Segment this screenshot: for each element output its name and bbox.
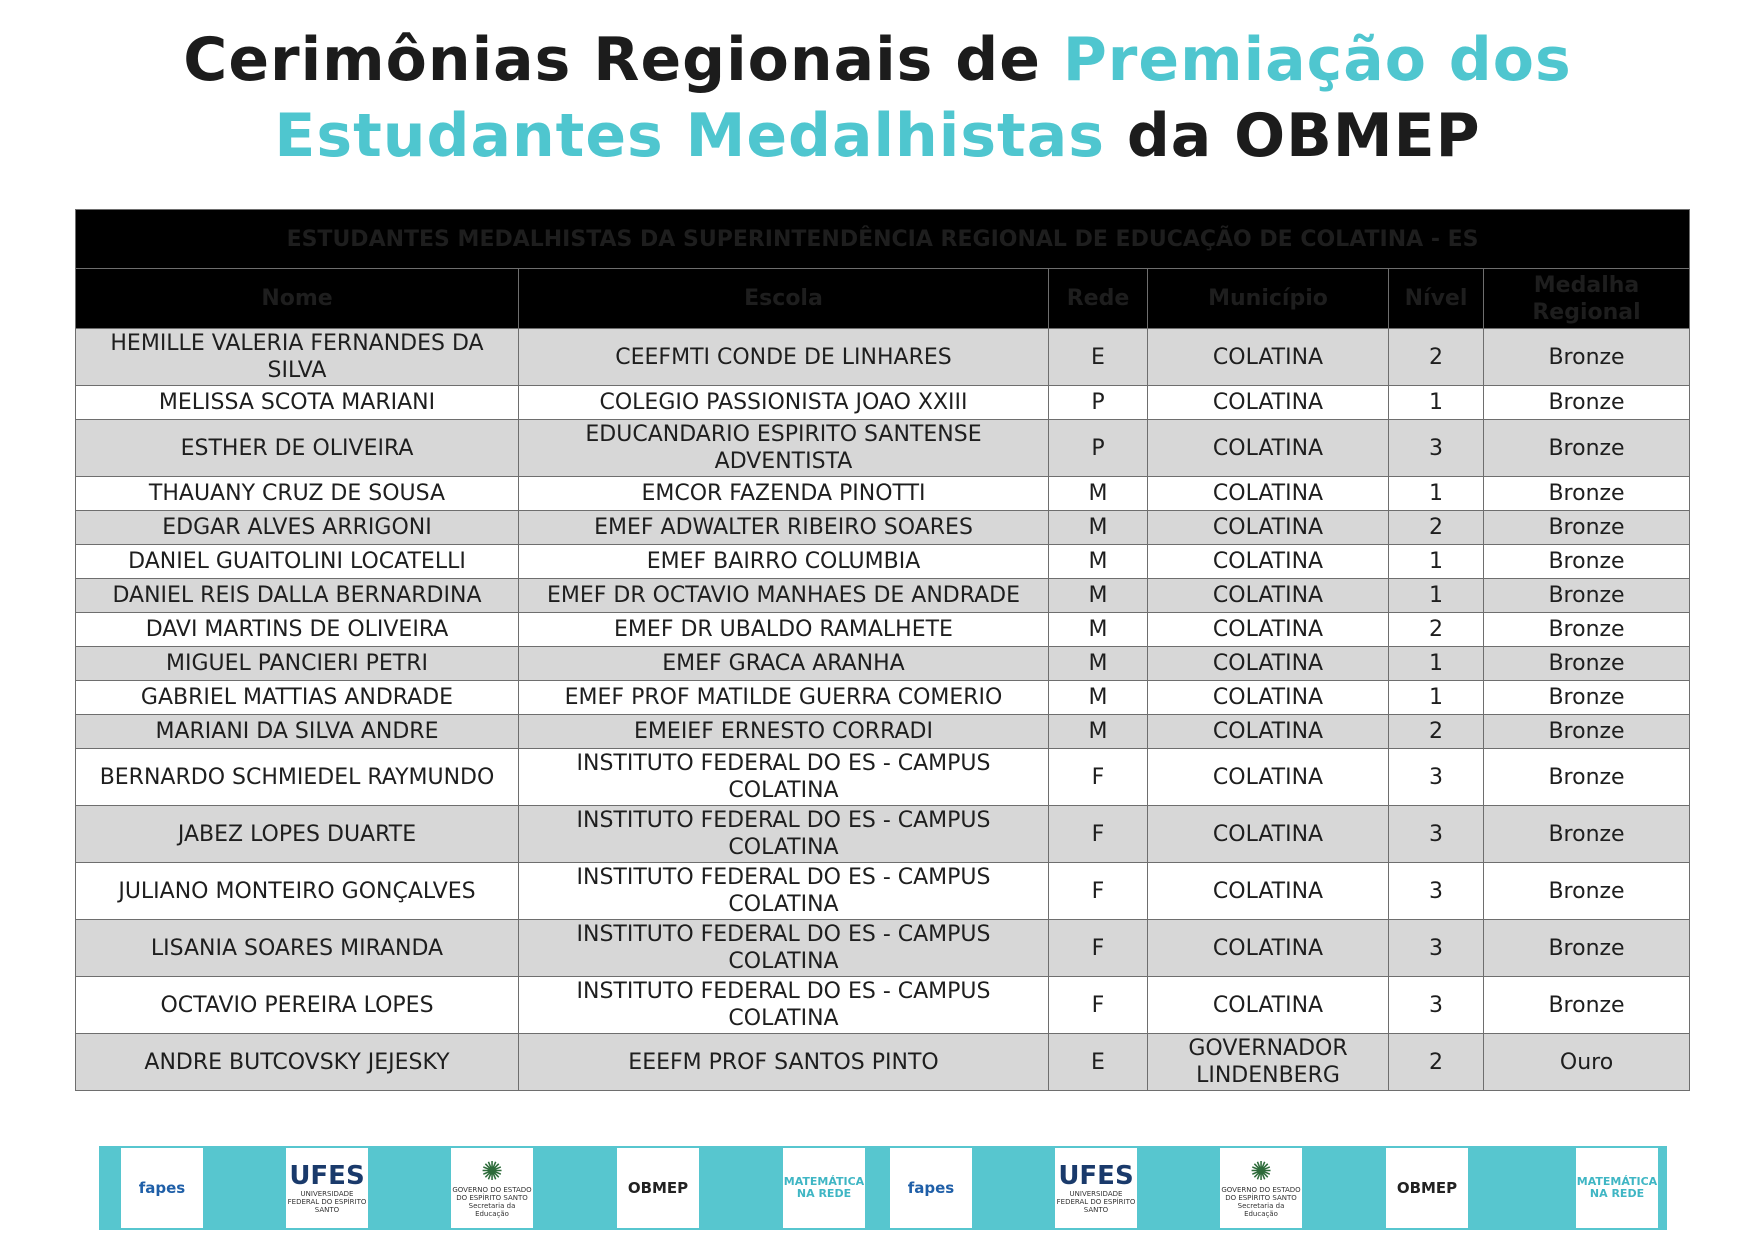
cell-rede: M	[1049, 579, 1148, 613]
cell-escola: EEEFM PROF SANTOS PINTO	[519, 1034, 1049, 1091]
cell-nome: MARIANI DA SILVA ANDRE	[76, 715, 519, 749]
title-part-1: Cerimônias Regionais de	[183, 25, 1063, 95]
cell-medalha: Bronze	[1484, 715, 1690, 749]
sponsor-logo-strip	[99, 1146, 1667, 1230]
cell-medalha: Bronze	[1484, 920, 1690, 977]
cell-rede: M	[1049, 477, 1148, 511]
sponsor-logo	[1055, 1148, 1137, 1228]
cell-medalha: Bronze	[1484, 613, 1690, 647]
cell-rede: P	[1049, 386, 1148, 420]
cell-nome: MELISSA SCOTA MARIANI	[76, 386, 519, 420]
cell-rede: M	[1049, 613, 1148, 647]
cell-rede: F	[1049, 920, 1148, 977]
cell-municipio: COLATINA	[1148, 386, 1389, 420]
cell-nome: DANIEL REIS DALLA BERNARDINA	[76, 579, 519, 613]
page-title	[0, 22, 1755, 174]
sponsor-logo	[1220, 1148, 1302, 1228]
table-row	[76, 420, 1690, 477]
cell-medalha: Bronze	[1484, 977, 1690, 1034]
cell-nivel: 3	[1389, 420, 1484, 477]
cell-nivel: 1	[1389, 545, 1484, 579]
cell-rede: M	[1049, 511, 1148, 545]
sponsor-logo	[783, 1148, 865, 1228]
cell-medalha: Bronze	[1484, 806, 1690, 863]
cell-nome: ESTHER DE OLIVEIRA	[76, 420, 519, 477]
cell-rede: E	[1049, 1034, 1148, 1091]
title-part-2: Premiação dos	[1062, 25, 1572, 95]
cell-nivel: 2	[1389, 613, 1484, 647]
table-row	[76, 806, 1690, 863]
cell-municipio: COLATINA	[1148, 545, 1389, 579]
cell-rede: M	[1049, 647, 1148, 681]
cell-municipio: COLATINA	[1148, 579, 1389, 613]
sponsor-logo	[1386, 1148, 1468, 1228]
cell-escola: INSTITUTO FEDERAL DO ES - CAMPUS COLATINA	[519, 749, 1049, 806]
title-line-1	[0, 22, 1755, 98]
cell-nivel: 2	[1389, 1034, 1484, 1091]
sponsor-logo-caption: UNIVERSIDADE FEDERAL DO ESPÍRITO SANTO	[287, 1190, 367, 1214]
cell-nivel: 1	[1389, 386, 1484, 420]
sponsor-logo-caption: GOVERNO DO ESTADO DO ESPÍRITO SANTO Secretaria da Educação	[1221, 1186, 1301, 1218]
cell-nome: OCTAVIO PEREIRA LOPES	[76, 977, 519, 1034]
cell-medalha: Bronze	[1484, 477, 1690, 511]
header-escola: Escola	[519, 269, 1049, 329]
cell-municipio: COLATINA	[1148, 420, 1389, 477]
table-row	[76, 715, 1690, 749]
cell-escola: EMEF GRACA ARANHA	[519, 647, 1049, 681]
sponsor-logo-mark: MATEMÁTICA NA REDE	[783, 1175, 865, 1200]
cell-municipio: COLATINA	[1148, 647, 1389, 681]
cell-medalha: Bronze	[1484, 749, 1690, 806]
cell-medalha: Bronze	[1484, 420, 1690, 477]
cell-nome: JULIANO MONTEIRO GONÇALVES	[76, 863, 519, 920]
sponsor-logo-caption: GOVERNO DO ESTADO DO ESPÍRITO SANTO Secretaria da Educação	[452, 1186, 532, 1218]
cell-nivel: 1	[1389, 579, 1484, 613]
cell-escola: COLEGIO PASSIONISTA JOAO XXIII	[519, 386, 1049, 420]
cell-nivel: 3	[1389, 977, 1484, 1034]
table-banner: ESTUDANTES MEDALHISTAS DA SUPERINTENDÊNCIA REGIONAL DE EDUCAÇÃO DE COLATINA - ES	[76, 210, 1690, 269]
cell-municipio: COLATINA	[1148, 977, 1389, 1034]
cell-rede: F	[1049, 977, 1148, 1034]
sponsor-logo-caption: UNIVERSIDADE FEDERAL DO ESPÍRITO SANTO	[1056, 1190, 1136, 1214]
cell-nome: EDGAR ALVES ARRIGONI	[76, 511, 519, 545]
cell-nome: BERNARDO SCHMIEDEL RAYMUNDO	[76, 749, 519, 806]
table-row	[76, 1034, 1690, 1091]
cell-nivel: 2	[1389, 329, 1484, 386]
cell-escola: EMEF DR UBALDO RAMALHETE	[519, 613, 1049, 647]
cell-nivel: 3	[1389, 863, 1484, 920]
sponsor-logo	[890, 1148, 972, 1228]
cell-medalha: Bronze	[1484, 386, 1690, 420]
table-row	[76, 920, 1690, 977]
cell-escola: INSTITUTO FEDERAL DO ES - CAMPUS COLATINA	[519, 977, 1049, 1034]
sponsor-logo-mark: ✺	[1250, 1157, 1272, 1187]
cell-nome: DANIEL GUAITOLINI LOCATELLI	[76, 545, 519, 579]
cell-municipio: COLATINA	[1148, 715, 1389, 749]
cell-municipio: GOVERNADOR LINDENBERG	[1148, 1034, 1389, 1091]
cell-escola: EMEF BAIRRO COLUMBIA	[519, 545, 1049, 579]
cell-nome: MIGUEL PANCIERI PETRI	[76, 647, 519, 681]
cell-rede: M	[1049, 681, 1148, 715]
sponsor-logo-mark: UFES	[1058, 1161, 1134, 1191]
sponsor-logo	[617, 1148, 699, 1228]
cell-nivel: 1	[1389, 477, 1484, 511]
table-row	[76, 863, 1690, 920]
cell-municipio: COLATINA	[1148, 749, 1389, 806]
cell-rede: F	[1049, 806, 1148, 863]
cell-nivel: 2	[1389, 715, 1484, 749]
cell-medalha: Bronze	[1484, 579, 1690, 613]
table-row	[76, 329, 1690, 386]
cell-escola: INSTITUTO FEDERAL DO ES - CAMPUS COLATINA	[519, 920, 1049, 977]
cell-rede: M	[1049, 715, 1148, 749]
cell-nome: LISANIA SOARES MIRANDA	[76, 920, 519, 977]
table-row	[76, 386, 1690, 420]
cell-municipio: COLATINA	[1148, 329, 1389, 386]
cell-municipio: COLATINA	[1148, 681, 1389, 715]
header-rede: Rede	[1049, 269, 1148, 329]
cell-medalha: Bronze	[1484, 681, 1690, 715]
cell-escola: INSTITUTO FEDERAL DO ES - CAMPUS COLATINA	[519, 806, 1049, 863]
cell-municipio: COLATINA	[1148, 477, 1389, 511]
header-nome: Nome	[76, 269, 519, 329]
cell-medalha: Ouro	[1484, 1034, 1690, 1091]
cell-nivel: 1	[1389, 681, 1484, 715]
sponsor-logo-mark: fapes	[138, 1179, 186, 1197]
cell-municipio: COLATINA	[1148, 613, 1389, 647]
table-row	[76, 511, 1690, 545]
cell-escola: INSTITUTO FEDERAL DO ES - CAMPUS COLATINA	[519, 863, 1049, 920]
cell-nome: GABRIEL MATTIAS ANDRADE	[76, 681, 519, 715]
cell-nome: HEMILLE VALERIA FERNANDES DA SILVA	[76, 329, 519, 386]
cell-medalha: Bronze	[1484, 545, 1690, 579]
title-line-2	[0, 98, 1755, 174]
table-row	[76, 613, 1690, 647]
cell-municipio: COLATINA	[1148, 511, 1389, 545]
cell-nivel: 1	[1389, 647, 1484, 681]
header-medalha: Medalha Regional	[1484, 269, 1690, 329]
sponsor-logo-mark: fapes	[907, 1179, 955, 1197]
header-nivel: Nível	[1389, 269, 1484, 329]
cell-municipio: COLATINA	[1148, 863, 1389, 920]
cell-municipio: COLATINA	[1148, 920, 1389, 977]
cell-medalha: Bronze	[1484, 329, 1690, 386]
cell-nome: THAUANY CRUZ DE SOUSA	[76, 477, 519, 511]
table-row	[76, 681, 1690, 715]
cell-nome: JABEZ LOPES DUARTE	[76, 806, 519, 863]
medalists-table	[75, 209, 1690, 1091]
cell-rede: E	[1049, 329, 1148, 386]
sponsor-logo	[1576, 1148, 1658, 1228]
sponsor-logo	[286, 1148, 368, 1228]
cell-rede: P	[1049, 420, 1148, 477]
cell-escola: EDUCANDARIO ESPIRITO SANTENSE ADVENTISTA	[519, 420, 1049, 477]
table-row	[76, 477, 1690, 511]
cell-escola: EMEIEF ERNESTO CORRADI	[519, 715, 1049, 749]
table-row	[76, 579, 1690, 613]
header-municipio: Município	[1148, 269, 1389, 329]
sponsor-logo	[121, 1148, 203, 1228]
cell-nome: ANDRE BUTCOVSKY JEJESKY	[76, 1034, 519, 1091]
cell-escola: EMCOR FAZENDA PINOTTI	[519, 477, 1049, 511]
cell-medalha: Bronze	[1484, 511, 1690, 545]
cell-nivel: 2	[1389, 511, 1484, 545]
sponsor-logo-mark: ✺	[481, 1157, 503, 1187]
table-row	[76, 545, 1690, 579]
table-body	[76, 329, 1690, 1091]
table-row	[76, 749, 1690, 806]
cell-escola: EMEF PROF MATILDE GUERRA COMERIO	[519, 681, 1049, 715]
table-row	[76, 647, 1690, 681]
cell-medalha: Bronze	[1484, 647, 1690, 681]
cell-rede: F	[1049, 863, 1148, 920]
cell-escola: CEEFMTI CONDE DE LINHARES	[519, 329, 1049, 386]
cell-nome: DAVI MARTINS DE OLIVEIRA	[76, 613, 519, 647]
cell-municipio: COLATINA	[1148, 806, 1389, 863]
cell-escola: EMEF DR OCTAVIO MANHAES DE ANDRADE	[519, 579, 1049, 613]
cell-nivel: 3	[1389, 806, 1484, 863]
sponsor-logo-mark: OBMEP	[627, 1179, 689, 1197]
sponsor-logo-mark: UFES	[289, 1161, 365, 1191]
title-part-3: Estudantes Medalhistas	[274, 101, 1105, 171]
sponsor-logo-mark: MATEMÁTICA NA REDE	[1576, 1175, 1658, 1200]
cell-rede: M	[1049, 545, 1148, 579]
title-part-4: da OBMEP	[1104, 101, 1481, 171]
cell-rede: F	[1049, 749, 1148, 806]
cell-nivel: 3	[1389, 920, 1484, 977]
sponsor-logo	[451, 1148, 533, 1228]
sponsor-logo-mark: OBMEP	[1396, 1179, 1458, 1197]
table-row	[76, 977, 1690, 1034]
cell-escola: EMEF ADWALTER RIBEIRO SOARES	[519, 511, 1049, 545]
cell-medalha: Bronze	[1484, 863, 1690, 920]
cell-nivel: 3	[1389, 749, 1484, 806]
